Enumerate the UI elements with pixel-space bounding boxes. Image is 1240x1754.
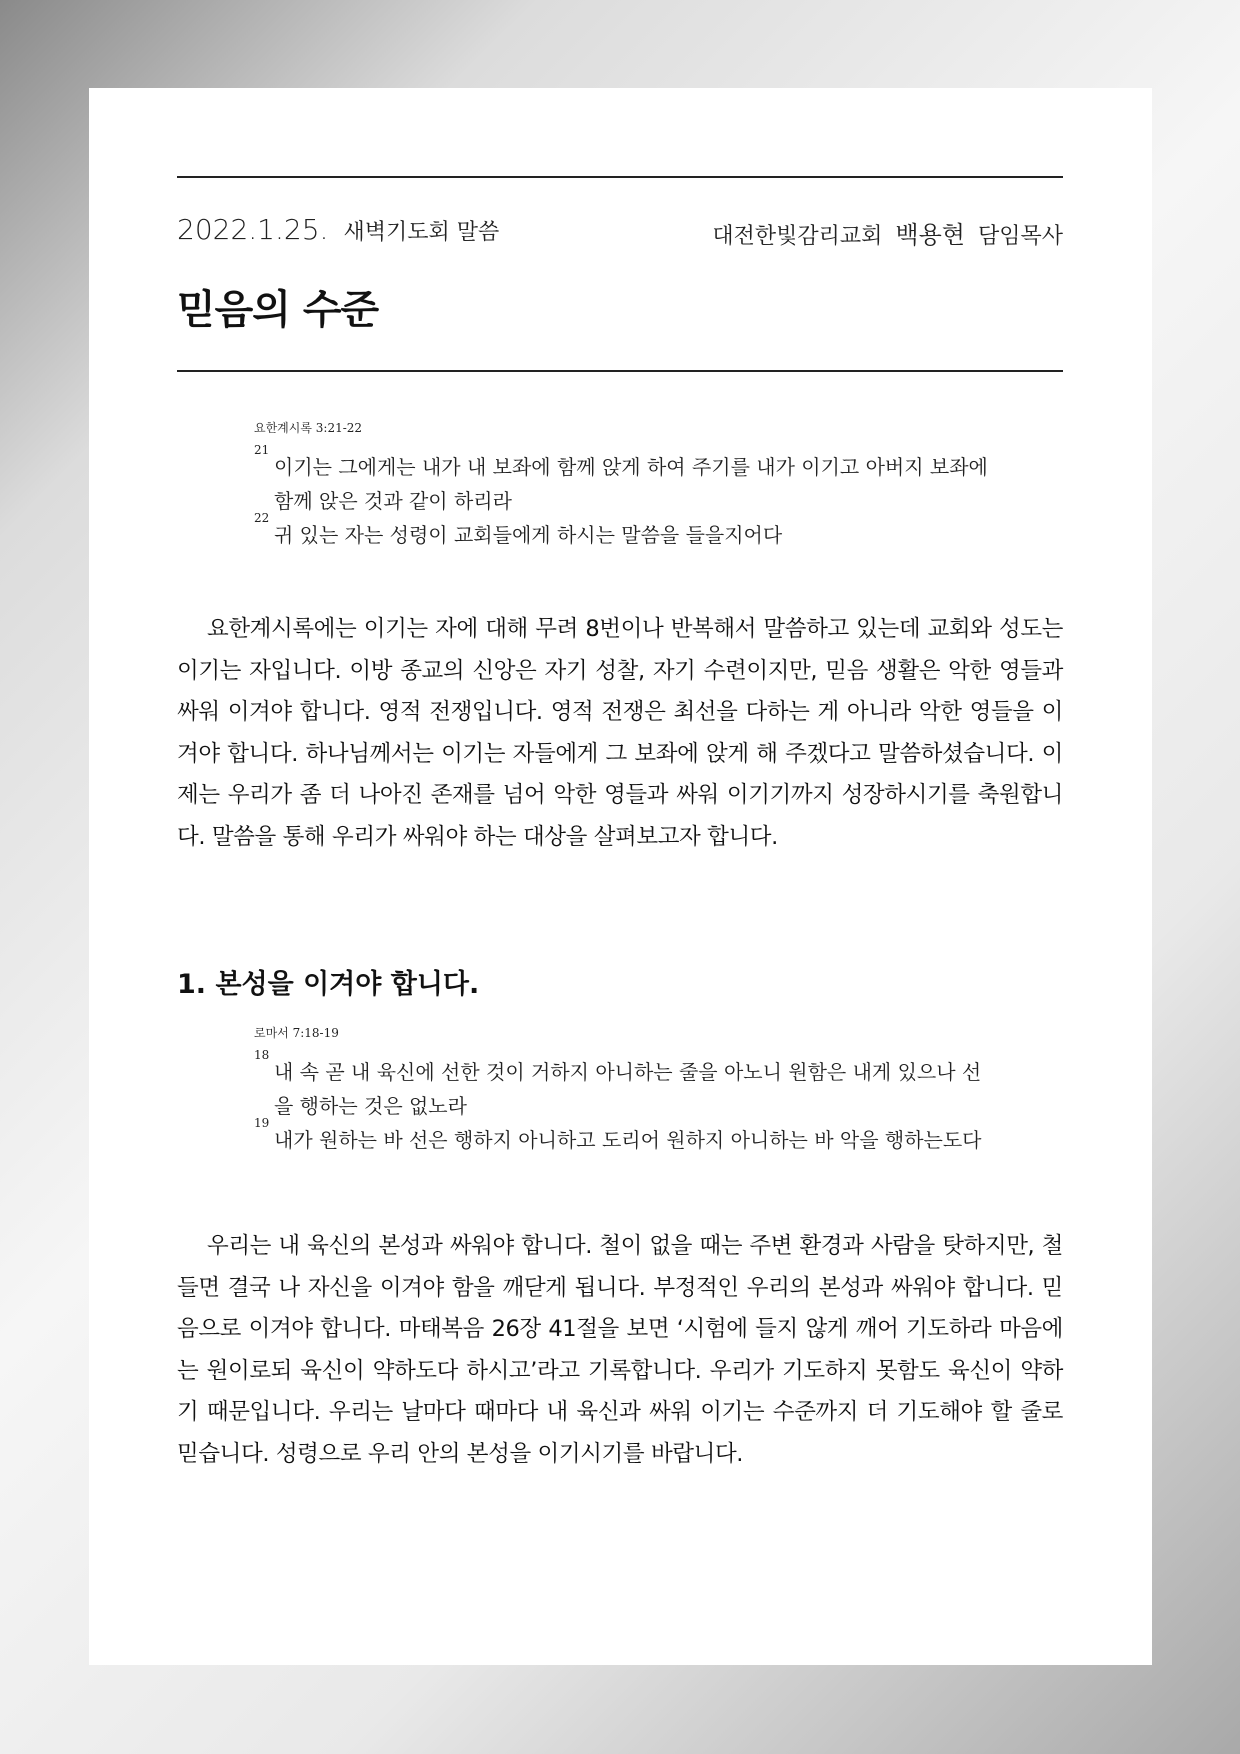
verse-number: 22 [254, 511, 270, 525]
verse-text: 내 속 곧 내 육신에 선한 것이 거하지 아니하는 줄을 아노니 원함은 내게 있으나 선을 행하는 것은 없노라 [274, 1060, 982, 1118]
verse-number: 19 [254, 1116, 270, 1130]
top-divider [177, 176, 1063, 178]
pastor-name: 백용현 [895, 221, 965, 249]
verse-number: 21 [254, 443, 270, 457]
verse [254, 443, 994, 518]
scripture-verses [254, 443, 994, 552]
document-page [89, 88, 1152, 1665]
verse-text: 이기는 그에게는 내가 내 보좌에 함께 앉게 하여 주기를 내가 이기고 아버지 보좌에 함께 앉은 것과 같이 하리라 [274, 455, 988, 513]
section-paragraph: 우리는 내 육신의 본성과 싸워야 합니다. 철이 없을 때는 주변 환경과 사람을 탓하지만, 철들면 결국 나 자신을 이겨야 함을 깨닫게 됩니다. 부정적인 우리의 본성과 싸워야 합니다. 믿음으로 이겨야 합니다. 마태복음 26장 41절을 보면 ‘시험에 들지 않게 깨어 기도하라 마음에는 원이로되 육신이 약하도다 하시고’라고 기록합니다. 우리가 기도하지 못함도 육신이 약하기 때문입니다. 우리는 날마다 때마다 내 육신과 싸워 이기는 수준까지 더 기도해야 할 줄로 믿습니다. 성령으로 우리 안의 본성을 이기시기를 바랍니다. [177, 1233, 1063, 1467]
title-divider [177, 370, 1063, 372]
verse [254, 1116, 994, 1157]
header-date-service [177, 213, 499, 246]
church-name: 대전한빛감리교회 [712, 224, 883, 249]
intro-paragraph: 요한계시록에는 이기는 자에 대해 무려 8번이나 반복해서 말씀하고 있는데 교회와 성도는 이기는 자입니다. 이방 종교의 신앙은 자기 성찰, 자기 수련이지만, 믿음 생활은 악한 영들과 싸워 이겨야 합니다. 영적 전쟁입니다. 영적 전쟁은 최선을 다하는 게 아니라 악한 영들을 이겨야 합니다. 하나님께서는 이기는 자들에게 그 보좌에 앉게 해 주겠다고 말씀하셨습니다. 이제는 우리가 좀 더 나아진 존재를 넘어 악한 영들과 싸워 이기기까지 성장하시기를 축원합니다. 말씀을 통해 우리가 싸워야 하는 대상을 살펴보고자 합니다. [177, 616, 1063, 850]
verse-text: 내가 원하는 바 선은 행하지 아니하고 도리어 원하지 아니하는 바 악을 행하는도다 [274, 1128, 982, 1152]
pastor-title: 담임목사 [977, 224, 1063, 249]
header-church-pastor [712, 215, 1063, 250]
verse [254, 1048, 994, 1123]
section-heading: 1. 본성을 이겨야 합니다. [177, 969, 480, 1000]
verse-number: 18 [254, 1048, 270, 1062]
service-name: 새벽기도회 말씀 [343, 220, 500, 245]
scripture-reference: 로마서 7:18-19 [254, 1026, 339, 1040]
sermon-date: 2022.1.25. [177, 213, 329, 246]
verse-text: 귀 있는 자는 성령이 교회들에게 하시는 말씀을 들을지어다 [274, 523, 783, 547]
scripture-reference: 요한계시록 3:21-22 [254, 421, 363, 435]
verse [254, 511, 994, 552]
scripture-verses [254, 1048, 994, 1157]
sermon-title: 믿음의 수준 [177, 287, 379, 333]
